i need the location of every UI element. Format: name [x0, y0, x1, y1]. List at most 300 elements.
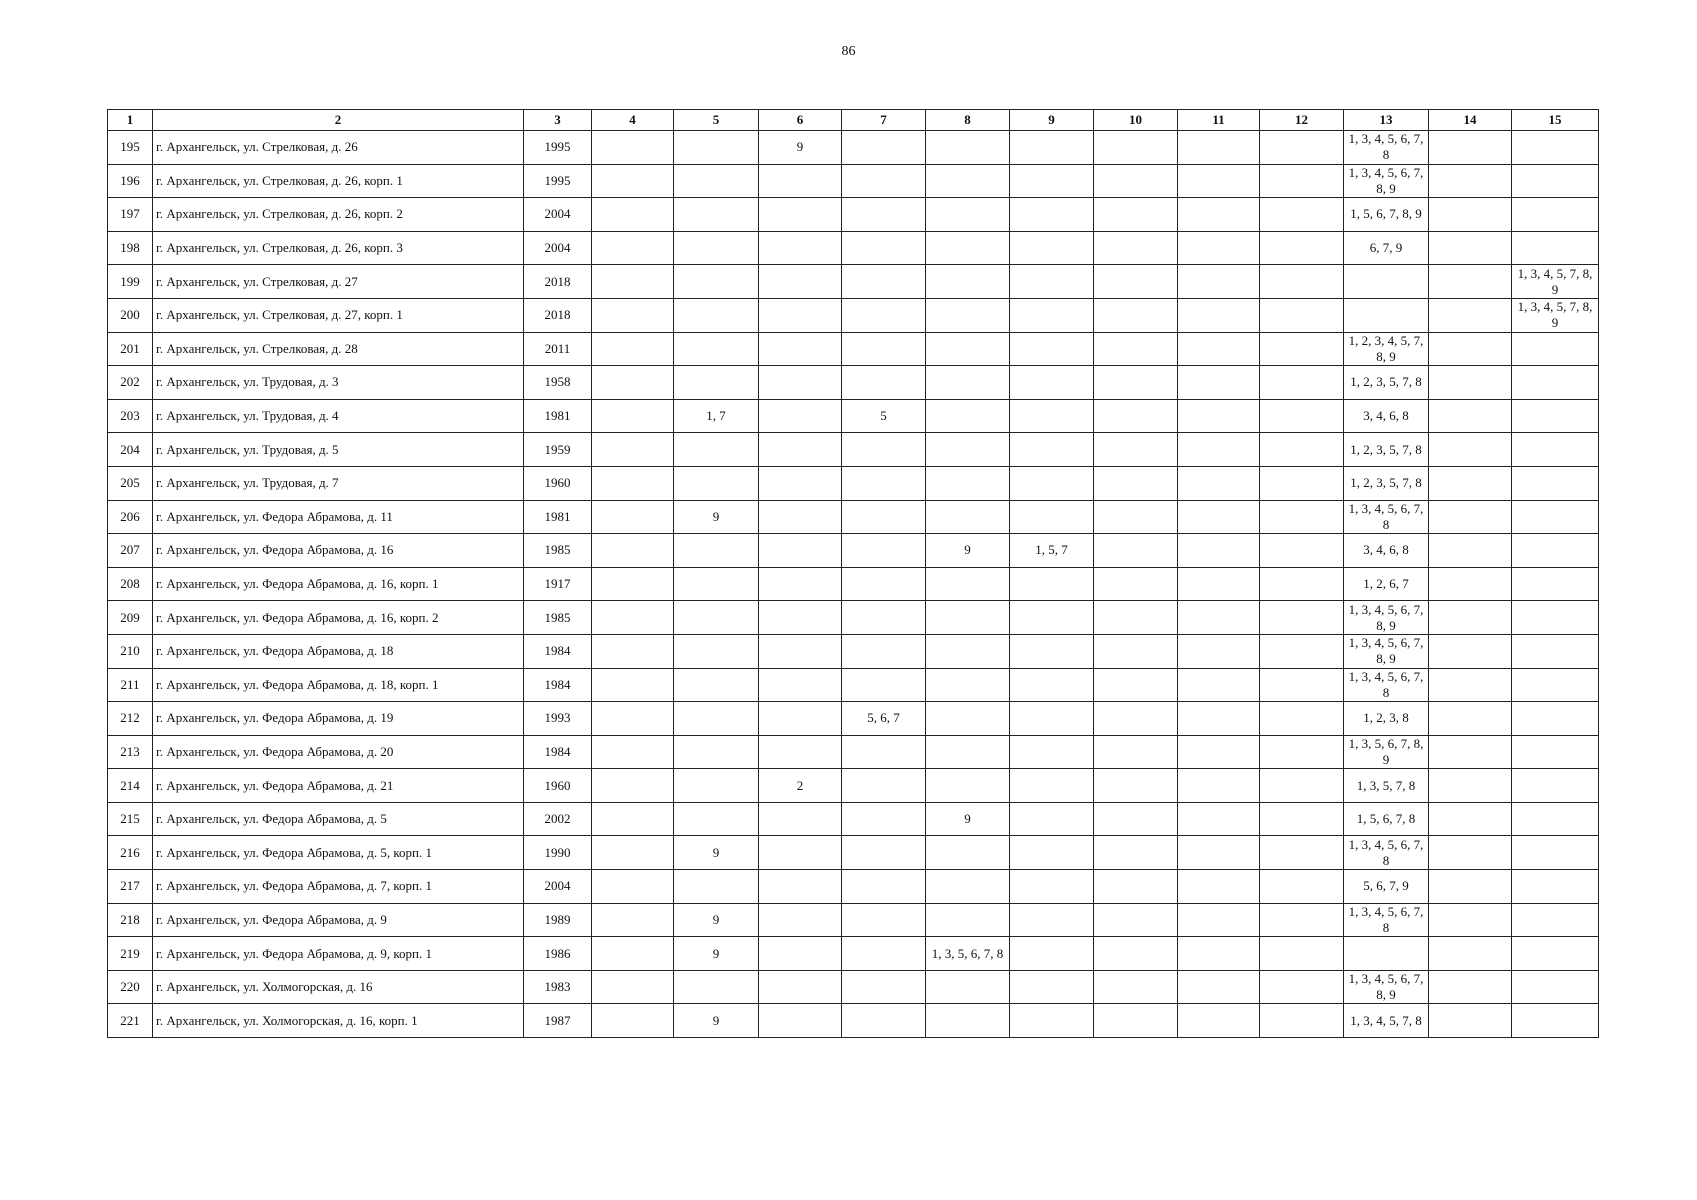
year-cell: 1989: [524, 903, 592, 937]
table-cell: [1094, 1004, 1178, 1038]
table-row: [108, 332, 1599, 366]
table-cell: [674, 634, 759, 668]
table-cell: [1010, 937, 1094, 971]
table-cell: [926, 399, 1010, 433]
table-cell: [842, 903, 926, 937]
table-cell: [759, 1004, 842, 1038]
address-cell: г. Архангельск, ул. Стрелковая, д. 26, корп. 2: [153, 198, 524, 232]
table-row: [108, 198, 1599, 232]
table-row: [108, 164, 1599, 198]
table-cell: [1178, 433, 1260, 467]
table-cell: [926, 970, 1010, 1004]
table-cell: [1094, 231, 1178, 265]
table-cell: [1010, 164, 1094, 198]
table-cell: [842, 802, 926, 836]
table-cell: [1094, 466, 1178, 500]
table-cell: [674, 198, 759, 232]
table-cell: [674, 332, 759, 366]
year-cell: 1983: [524, 970, 592, 1004]
table-cell: [1260, 702, 1344, 736]
year-cell: 2004: [524, 870, 592, 904]
year-cell: 1995: [524, 164, 592, 198]
table-cell: [842, 870, 926, 904]
table-body: [108, 131, 1599, 1038]
table-cell: [1178, 567, 1260, 601]
table-cell: 1, 2, 3, 5, 7, 8: [1344, 433, 1429, 467]
table-cell: [674, 601, 759, 635]
year-cell: 1981: [524, 399, 592, 433]
table-cell: [1429, 836, 1512, 870]
table-cell: [926, 567, 1010, 601]
table-cell: [1094, 634, 1178, 668]
table-cell: [1178, 601, 1260, 635]
table-cell: 9: [926, 802, 1010, 836]
table-cell: [842, 567, 926, 601]
table-cell: [1429, 534, 1512, 568]
table-cell: [1260, 735, 1344, 769]
row-number-cell: 196: [108, 164, 153, 198]
table-cell: [1512, 937, 1599, 971]
table-cell: [926, 1004, 1010, 1038]
table-cell: [592, 298, 674, 332]
table-cell: [674, 164, 759, 198]
table-cell: [592, 903, 674, 937]
table-cell: [674, 702, 759, 736]
table-cell: [1010, 198, 1094, 232]
table-cell: 1, 3, 4, 5, 6, 7, 8: [1344, 903, 1429, 937]
table-cell: 9: [674, 500, 759, 534]
table-cell: [1010, 870, 1094, 904]
table-cell: [592, 567, 674, 601]
year-cell: 1981: [524, 500, 592, 534]
table-cell: [1512, 870, 1599, 904]
table-cell: [926, 332, 1010, 366]
table-cell: 1, 3, 5, 6, 7, 8: [926, 937, 1010, 971]
table-cell: [592, 164, 674, 198]
table-cell: [674, 366, 759, 400]
year-cell: 1984: [524, 735, 592, 769]
table-cell: [1429, 500, 1512, 534]
table-cell: [1344, 265, 1429, 299]
table-cell: [1429, 668, 1512, 702]
table-cell: [1094, 937, 1178, 971]
table-cell: 9: [926, 534, 1010, 568]
table-cell: 1, 3, 5, 6, 7, 8, 9: [1344, 735, 1429, 769]
table-cell: [1178, 265, 1260, 299]
table-cell: [1429, 903, 1512, 937]
address-cell: г. Архангельск, ул. Федора Абрамова, д. 18, корп. 1: [153, 668, 524, 702]
table-row: [108, 802, 1599, 836]
table-cell: [1178, 735, 1260, 769]
table-cell: [1094, 601, 1178, 635]
page-number: 86: [841, 44, 856, 59]
table-cell: [759, 937, 842, 971]
table-cell: 1, 3, 5, 7, 8: [1344, 769, 1429, 803]
table-cell: [1429, 131, 1512, 165]
column-header: 4: [592, 110, 674, 131]
row-number-cell: 206: [108, 500, 153, 534]
table-cell: [842, 164, 926, 198]
table-cell: [674, 668, 759, 702]
table-cell: [1260, 567, 1344, 601]
table-cell: [592, 870, 674, 904]
table-cell: [1178, 198, 1260, 232]
table-cell: [674, 567, 759, 601]
row-number-cell: 213: [108, 735, 153, 769]
table-cell: [1512, 231, 1599, 265]
table-cell: [592, 769, 674, 803]
table-cell: [759, 265, 842, 299]
table-cell: [674, 231, 759, 265]
table-cell: [1178, 937, 1260, 971]
table-cell: [1260, 466, 1344, 500]
table-cell: 9: [674, 836, 759, 870]
column-header: 6: [759, 110, 842, 131]
table-cell: [1429, 466, 1512, 500]
table-cell: [1512, 500, 1599, 534]
table-cell: [1429, 265, 1512, 299]
table-cell: 1, 3, 4, 5, 6, 7, 8: [1344, 668, 1429, 702]
table-cell: 1, 3, 4, 5, 6, 7, 8, 9: [1344, 970, 1429, 1004]
table-cell: [1094, 131, 1178, 165]
row-number-cell: 214: [108, 769, 153, 803]
table-cell: [1512, 903, 1599, 937]
table-cell: [759, 802, 842, 836]
table-cell: [1010, 567, 1094, 601]
table-cell: [842, 433, 926, 467]
address-cell: г. Архангельск, ул. Трудовая, д. 7: [153, 466, 524, 500]
address-cell: г. Архангельск, ул. Федора Абрамова, д. 16, корп. 1: [153, 567, 524, 601]
row-number-cell: 219: [108, 937, 153, 971]
table-cell: [842, 601, 926, 635]
table-row: [108, 231, 1599, 265]
table-cell: [592, 735, 674, 769]
table-cell: [842, 735, 926, 769]
table-cell: [674, 466, 759, 500]
table-cell: [592, 836, 674, 870]
table-cell: [1429, 366, 1512, 400]
buildings-table: [107, 109, 1599, 1038]
table-cell: [759, 433, 842, 467]
table-cell: [592, 668, 674, 702]
address-cell: г. Архангельск, ул. Стрелковая, д. 26: [153, 131, 524, 165]
table-cell: [1512, 634, 1599, 668]
table-row: [108, 601, 1599, 635]
table-cell: 3, 4, 6, 8: [1344, 534, 1429, 568]
address-cell: г. Архангельск, ул. Федора Абрамова, д. 5, корп. 1: [153, 836, 524, 870]
address-cell: г. Архангельск, ул. Федора Абрамова, д. 11: [153, 500, 524, 534]
table-cell: [1178, 366, 1260, 400]
row-number-cell: 209: [108, 601, 153, 635]
table-cell: [1429, 870, 1512, 904]
table-cell: [926, 870, 1010, 904]
year-cell: 1984: [524, 668, 592, 702]
table-cell: [759, 735, 842, 769]
row-number-cell: 199: [108, 265, 153, 299]
address-cell: г. Архангельск, ул. Стрелковая, д. 26, корп. 1: [153, 164, 524, 198]
row-number-cell: 212: [108, 702, 153, 736]
table-cell: [1094, 870, 1178, 904]
table-cell: [759, 399, 842, 433]
table-cell: [1512, 970, 1599, 1004]
address-cell: г. Архангельск, ул. Стрелковая, д. 27: [153, 265, 524, 299]
table-cell: [926, 500, 1010, 534]
table-cell: [1512, 198, 1599, 232]
header-row: [108, 110, 1599, 131]
table-cell: [592, 366, 674, 400]
table-cell: [1512, 131, 1599, 165]
address-cell: г. Архангельск, ул. Федора Абрамова, д. 18: [153, 634, 524, 668]
table-cell: [1178, 332, 1260, 366]
row-number-cell: 200: [108, 298, 153, 332]
table-cell: [674, 769, 759, 803]
table-cell: [1094, 668, 1178, 702]
table-cell: [1260, 802, 1344, 836]
table-cell: [1094, 198, 1178, 232]
table-cell: [926, 601, 1010, 635]
year-cell: 1984: [524, 634, 592, 668]
table-cell: [1429, 769, 1512, 803]
year-cell: 1917: [524, 567, 592, 601]
table-cell: [674, 298, 759, 332]
year-cell: 1993: [524, 702, 592, 736]
table-cell: 1, 3, 4, 5, 7, 8, 9: [1512, 265, 1599, 299]
table-cell: [1429, 332, 1512, 366]
table-cell: [1260, 265, 1344, 299]
table-row: [108, 298, 1599, 332]
table-cell: [1178, 466, 1260, 500]
table-row: [108, 634, 1599, 668]
table-cell: [674, 131, 759, 165]
table-cell: [1178, 399, 1260, 433]
column-header: 15: [1512, 110, 1599, 131]
row-number-cell: 218: [108, 903, 153, 937]
table-row: [108, 870, 1599, 904]
table-cell: [1178, 769, 1260, 803]
table-cell: [1429, 567, 1512, 601]
table-cell: [1429, 735, 1512, 769]
table-cell: [842, 937, 926, 971]
row-number-cell: 198: [108, 231, 153, 265]
table-cell: [1094, 433, 1178, 467]
table-cell: [842, 298, 926, 332]
table-cell: [926, 836, 1010, 870]
table-cell: 1, 5, 6, 7, 8: [1344, 802, 1429, 836]
table-cell: [1429, 634, 1512, 668]
table-cell: [1094, 265, 1178, 299]
table-cell: [759, 903, 842, 937]
column-header: 7: [842, 110, 926, 131]
table-cell: [1178, 131, 1260, 165]
table-cell: [1178, 702, 1260, 736]
table-cell: [1010, 500, 1094, 534]
table-cell: 1, 3, 4, 5, 6, 7, 8: [1344, 836, 1429, 870]
address-cell: г. Архангельск, ул. Федора Абрамова, д. 21: [153, 769, 524, 803]
table-cell: [759, 466, 842, 500]
address-cell: г. Архангельск, ул. Трудовая, д. 5: [153, 433, 524, 467]
table-cell: [1429, 433, 1512, 467]
table-cell: [1178, 668, 1260, 702]
table-cell: [1260, 937, 1344, 971]
table-cell: [1094, 534, 1178, 568]
year-cell: 1987: [524, 1004, 592, 1038]
table-cell: [1094, 164, 1178, 198]
table-cell: [926, 466, 1010, 500]
table-row: [108, 702, 1599, 736]
table-cell: [1010, 366, 1094, 400]
row-number-cell: 205: [108, 466, 153, 500]
table-cell: [1260, 399, 1344, 433]
table-cell: [674, 735, 759, 769]
table-cell: 5, 6, 7, 9: [1344, 870, 1429, 904]
table-cell: [1260, 903, 1344, 937]
table-cell: [1094, 735, 1178, 769]
table-cell: 3, 4, 6, 8: [1344, 399, 1429, 433]
table-cell: 1, 7: [674, 399, 759, 433]
table-cell: [926, 231, 1010, 265]
table-cell: [1429, 298, 1512, 332]
table-cell: [759, 500, 842, 534]
year-cell: 1960: [524, 466, 592, 500]
row-number-cell: 215: [108, 802, 153, 836]
row-number-cell: 210: [108, 634, 153, 668]
table-cell: [842, 534, 926, 568]
table-cell: [592, 802, 674, 836]
table-cell: [1178, 298, 1260, 332]
table-cell: [1512, 164, 1599, 198]
table-cell: [1094, 366, 1178, 400]
table-cell: [1260, 366, 1344, 400]
table-cell: [1094, 802, 1178, 836]
column-header: 1: [108, 110, 153, 131]
table-cell: [1010, 265, 1094, 299]
table-row: [108, 1004, 1599, 1038]
table-cell: [674, 265, 759, 299]
table-cell: [592, 937, 674, 971]
table-cell: [759, 332, 842, 366]
year-cell: 1959: [524, 433, 592, 467]
table-cell: [1512, 769, 1599, 803]
table-cell: [842, 634, 926, 668]
table-cell: [1094, 702, 1178, 736]
table-cell: [842, 500, 926, 534]
table-cell: [1178, 870, 1260, 904]
column-header: 11: [1178, 110, 1260, 131]
table-cell: [592, 1004, 674, 1038]
table-row: [108, 534, 1599, 568]
table-cell: [1512, 1004, 1599, 1038]
table-row: [108, 970, 1599, 1004]
table-cell: [1010, 970, 1094, 1004]
table-cell: [1010, 399, 1094, 433]
table-cell: [1512, 567, 1599, 601]
table-cell: [1260, 298, 1344, 332]
table-cell: 9: [674, 903, 759, 937]
table-cell: [592, 500, 674, 534]
year-cell: 2018: [524, 298, 592, 332]
table-cell: [592, 231, 674, 265]
table-cell: [926, 131, 1010, 165]
table-cell: 1, 5, 7: [1010, 534, 1094, 568]
table-row: [108, 668, 1599, 702]
table-cell: [592, 702, 674, 736]
table-cell: [1178, 1004, 1260, 1038]
table-cell: [1260, 970, 1344, 1004]
table-cell: 1, 3, 4, 5, 6, 7, 8, 9: [1344, 601, 1429, 635]
table-cell: [592, 970, 674, 1004]
address-cell: г. Архангельск, ул. Федора Абрамова, д. 16, корп. 2: [153, 601, 524, 635]
table-cell: [1010, 903, 1094, 937]
table-cell: [592, 601, 674, 635]
table-cell: [1178, 836, 1260, 870]
table-cell: 9: [674, 937, 759, 971]
table-cell: [842, 366, 926, 400]
row-number-cell: 220: [108, 970, 153, 1004]
table-cell: [1260, 1004, 1344, 1038]
table-cell: [1178, 534, 1260, 568]
address-cell: г. Архангельск, ул. Федора Абрамова, д. 9: [153, 903, 524, 937]
table-cell: [1010, 466, 1094, 500]
table-cell: 1, 3, 4, 5, 7, 8: [1344, 1004, 1429, 1038]
table-cell: [1094, 903, 1178, 937]
table-cell: [592, 534, 674, 568]
row-number-cell: 221: [108, 1004, 153, 1038]
table-cell: 1, 2, 3, 5, 7, 8: [1344, 466, 1429, 500]
table-cell: [1260, 534, 1344, 568]
table-cell: [592, 466, 674, 500]
table-cell: [1260, 634, 1344, 668]
table-cell: [759, 164, 842, 198]
table-cell: [1512, 735, 1599, 769]
table-row: [108, 265, 1599, 299]
table-cell: 6, 7, 9: [1344, 231, 1429, 265]
address-cell: г. Архангельск, ул. Трудовая, д. 3: [153, 366, 524, 400]
year-cell: 2004: [524, 231, 592, 265]
table-cell: [759, 601, 842, 635]
table-cell: [1512, 399, 1599, 433]
table-cell: [842, 970, 926, 1004]
year-cell: 1990: [524, 836, 592, 870]
table-cell: [1429, 970, 1512, 1004]
table-cell: [1512, 702, 1599, 736]
table-cell: [1512, 601, 1599, 635]
table-cell: [926, 668, 1010, 702]
table-cell: [842, 836, 926, 870]
row-number-cell: 208: [108, 567, 153, 601]
table-cell: [1010, 1004, 1094, 1038]
address-cell: г. Архангельск, ул. Трудовая, д. 4: [153, 399, 524, 433]
table-cell: [1260, 769, 1344, 803]
table-cell: 1, 3, 4, 5, 6, 7, 8, 9: [1344, 164, 1429, 198]
table-cell: [842, 131, 926, 165]
table-cell: 9: [759, 131, 842, 165]
table-cell: [1260, 164, 1344, 198]
table-cell: [1178, 802, 1260, 836]
address-cell: г. Архангельск, ул. Федора Абрамова, д. 20: [153, 735, 524, 769]
table-cell: 1, 2, 3, 5, 7, 8: [1344, 366, 1429, 400]
table-row: [108, 366, 1599, 400]
table-cell: [592, 131, 674, 165]
table-cell: [1010, 131, 1094, 165]
year-cell: 1985: [524, 601, 592, 635]
table-cell: [842, 332, 926, 366]
table-cell: [926, 634, 1010, 668]
table-cell: [1429, 601, 1512, 635]
year-cell: 1958: [524, 366, 592, 400]
table-cell: [1094, 332, 1178, 366]
table-cell: [1010, 433, 1094, 467]
table-cell: [1010, 298, 1094, 332]
